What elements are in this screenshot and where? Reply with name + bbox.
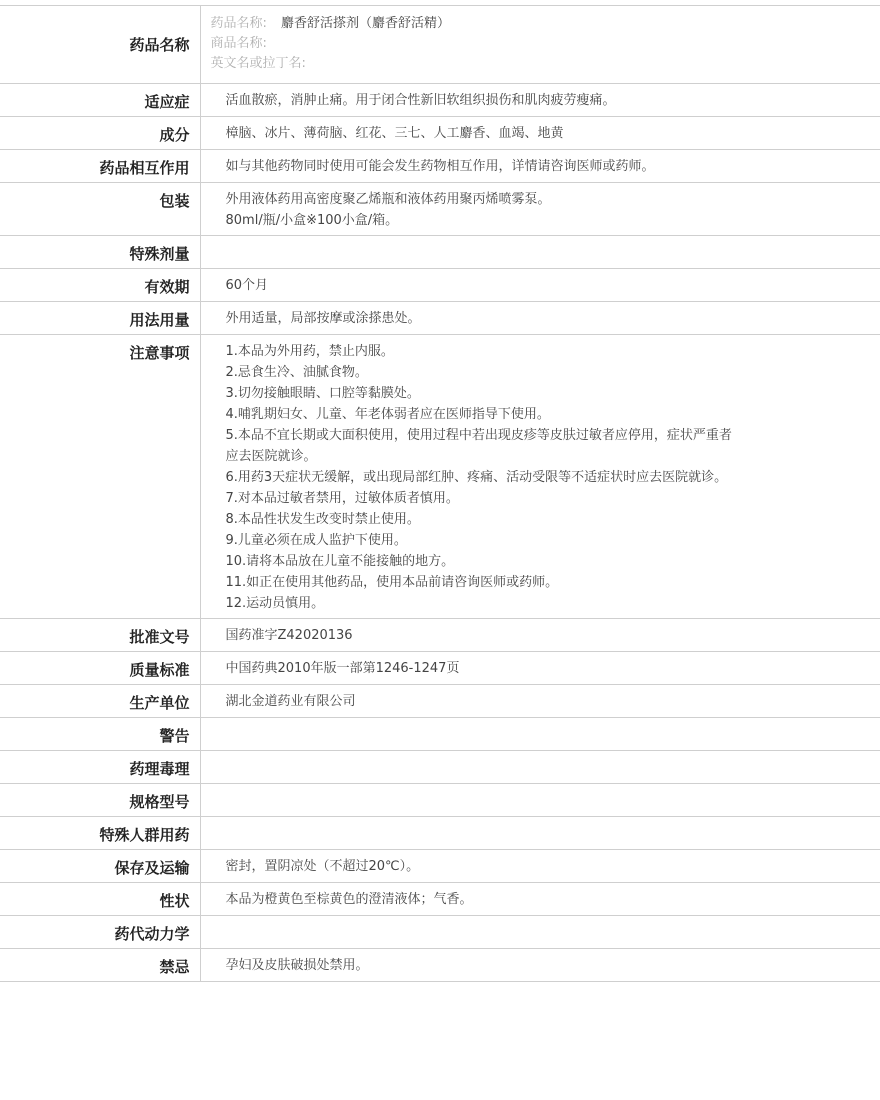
trade-name-label: 商品名称: <box>210 36 267 51</box>
row-storage <box>0 850 880 883</box>
row-label: 适应症 <box>0 84 200 117</box>
precaution-item: 12.运动员慎用。 <box>225 596 325 611</box>
generic-name-line <box>211 14 861 34</box>
row-value: 60个月 <box>225 278 269 293</box>
precaution-item: 3.切勿接触眼睛、口腔等黏膜处。 <box>225 386 420 401</box>
precaution-item: 8.本品性状发生改变时禁止使用。 <box>225 512 420 527</box>
row-value <box>200 183 880 236</box>
row-label: 特殊人群用药 <box>0 817 200 850</box>
row-packaging <box>0 183 880 236</box>
row-value <box>200 6 880 84</box>
packaging-line: 80ml/瓶/小盒※100小盒/箱。 <box>225 213 399 228</box>
row-quality-standard <box>0 652 880 685</box>
row-value <box>200 817 880 850</box>
precaution-item: 2.忌食生冷、油腻食物。 <box>225 365 368 380</box>
row-label: 性状 <box>0 883 200 916</box>
row-label: 警告 <box>0 718 200 751</box>
row-value: 国药准字Z42020136 <box>225 628 353 643</box>
row-specification <box>0 784 880 817</box>
packaging-line: 外用液体药用高密度聚乙烯瓶和液体药用聚丙烯喷雾泵。 <box>225 192 551 207</box>
row-label: 批准文号 <box>0 619 200 652</box>
row-value: 密封，置阴凉处（不超过20℃）。 <box>225 859 420 874</box>
row-label: 药代动力学 <box>0 916 200 949</box>
row-approval-number <box>0 619 880 652</box>
row-value <box>200 718 880 751</box>
row-value: 活血散瘀，消肿止痛。用于闭合性新旧软组织损伤和肌肉疲劳瘦痛。 <box>225 93 616 108</box>
row-label: 规格型号 <box>0 784 200 817</box>
row-value <box>200 784 880 817</box>
row-value <box>200 236 880 269</box>
row-label: 注意事项 <box>0 335 200 619</box>
row-drug-name <box>0 6 880 84</box>
row-contraindications <box>0 949 880 982</box>
row-value: 湖北金道药业有限公司 <box>225 694 356 709</box>
row-label: 生产单位 <box>0 685 200 718</box>
row-appearance <box>0 883 880 916</box>
row-shelf-life <box>0 269 880 302</box>
precaution-item: 4.哺乳期妇女、儿童、年老体弱者应在医师指导下使用。 <box>225 407 550 422</box>
precaution-item: 10.请将本品放在儿童不能接触的地方。 <box>225 554 455 569</box>
row-value <box>200 916 880 949</box>
row-label: 成分 <box>0 117 200 150</box>
row-manufacturer <box>0 685 880 718</box>
precaution-item: 5.本品不宜长期或大面积使用，使用过程中若出现皮疹等皮肤过敏者应停用，症状严重者 <box>225 428 732 443</box>
row-precautions <box>0 335 880 619</box>
row-label: 用法用量 <box>0 302 200 335</box>
row-value: 本品为橙黄色至棕黄色的澄清液体；气香。 <box>225 892 473 907</box>
row-interactions <box>0 150 880 183</box>
row-label: 有效期 <box>0 269 200 302</box>
row-label: 特殊剂量 <box>0 236 200 269</box>
precaution-item: 11.如正在使用其他药品，使用本品前请咨询医师或药师。 <box>225 575 559 590</box>
row-value <box>200 751 880 784</box>
generic-name-value: 麝香舒活搽剂（麝香舒活精） <box>281 16 451 31</box>
row-value: 中国药典2010年版一部第1246-1247页 <box>225 661 460 676</box>
row-usage <box>0 302 880 335</box>
precaution-item: 7.对本品过敏者禁用，过敏体质者慎用。 <box>225 491 459 506</box>
precaution-item: 9.儿童必须在成人监护下使用。 <box>225 533 407 548</box>
row-special-dosage <box>0 236 880 269</box>
row-value: 如与其他药物同时使用可能会发生药物相互作用，详情请咨询医师或药师。 <box>225 159 655 174</box>
row-ingredients <box>0 117 880 150</box>
precaution-item: 1.本品为外用药，禁止内服。 <box>225 344 394 359</box>
row-value: 外用适量，局部按摩或涂搽患处。 <box>225 311 421 326</box>
row-pharmacokinetics <box>0 916 880 949</box>
row-value <box>200 335 880 619</box>
row-value: 孕妇及皮肤破损处禁用。 <box>225 958 369 973</box>
drug-info-table <box>0 5 880 982</box>
row-label: 保存及运输 <box>0 850 200 883</box>
row-label: 包装 <box>0 183 200 236</box>
generic-name-label: 药品名称: <box>210 16 267 31</box>
row-label: 禁忌 <box>0 949 200 982</box>
row-label: 药品相互作用 <box>0 150 200 183</box>
row-special-population <box>0 817 880 850</box>
row-label: 药品名称 <box>0 6 200 84</box>
row-label: 质量标准 <box>0 652 200 685</box>
precaution-item: 应去医院就诊。 <box>225 449 317 464</box>
english-name-label: 英文名或拉丁名: <box>210 56 306 71</box>
row-indications <box>0 84 880 117</box>
row-warning <box>0 718 880 751</box>
row-label: 药理毒理 <box>0 751 200 784</box>
row-value: 樟脑、冰片、薄荷脑、红花、三七、人工麝香、血竭、地黄 <box>225 126 564 141</box>
row-toxicology <box>0 751 880 784</box>
precaution-item: 6.用药3天症状无缓解，或出现局部红肿、疼痛、活动受限等不适症状时应去医院就诊。 <box>225 470 728 485</box>
